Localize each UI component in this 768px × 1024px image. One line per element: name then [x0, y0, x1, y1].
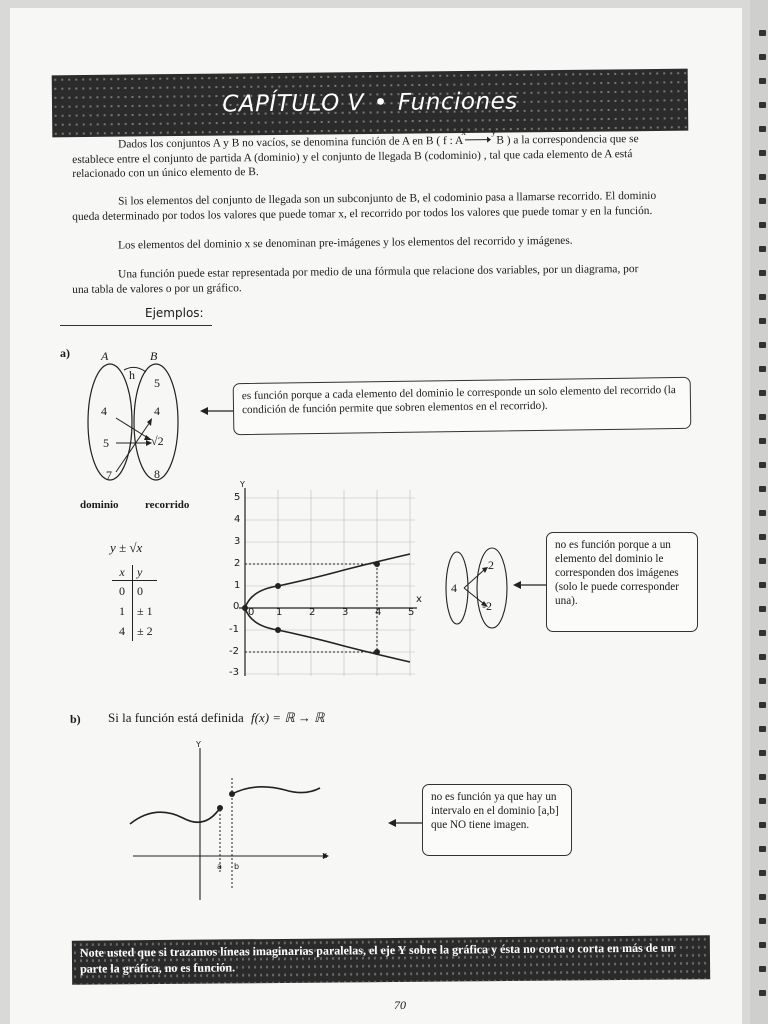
table-header-x: x [112, 565, 133, 580]
spiral-hole [759, 102, 766, 108]
explanation-box-a2: no es función porque a un elemento del dominio le corresponden dos imágenes (solo le puede corresponder una). [546, 532, 698, 632]
example-a-label: a) [60, 346, 70, 360]
table-row [112, 621, 157, 641]
spiral-hole [759, 870, 766, 876]
range-caption: recorrido [145, 499, 190, 511]
chapter-title: Funciones [397, 88, 518, 116]
spiral-hole [759, 150, 766, 156]
spiral-hole [759, 678, 766, 684]
values-table-header [112, 565, 157, 581]
small-diagram-top: 2 [488, 558, 494, 572]
spiral-hole [759, 894, 766, 900]
spiral-hole [759, 798, 766, 804]
table-cell: 1 [112, 601, 133, 621]
spiral-hole [759, 294, 766, 300]
intro-p1-start: Dados los conjuntos A y B no vacíos, se denomina función de A en B ( f : A [118, 134, 463, 151]
range-elem-4: 4 [154, 404, 160, 418]
spiral-hole [759, 246, 766, 252]
endpoint-b [229, 791, 235, 797]
spiral-hole [759, 990, 766, 996]
h-arc [124, 367, 146, 372]
table-cell: 4 [112, 621, 133, 641]
table-cell: ± 2 [137, 624, 153, 638]
function-h-label: h [129, 368, 135, 382]
spiral-hole [759, 54, 766, 60]
domain-elem-5: 5 [103, 436, 109, 450]
ejemplos-heading: Ejemplos: [145, 306, 204, 320]
spiral-hole [759, 342, 766, 348]
spiral-hole [759, 366, 766, 372]
spiral-hole [759, 174, 766, 180]
graph-y-label: Y [240, 480, 245, 489]
explanation-box-a: es función porque a cada elemento del dominio le corresponde un solo elemento del recorrido (la condición de función permite que sobren elementos en el recorrido). [233, 377, 692, 435]
spiral-hole [759, 510, 766, 516]
table-row [112, 581, 157, 601]
sqrt-graph [235, 480, 425, 680]
table-row [112, 601, 157, 621]
range-elem-8: 8 [154, 467, 160, 481]
x-tick: 5 [408, 607, 415, 618]
spiral-hole [759, 630, 766, 636]
example-b-text [108, 710, 324, 726]
note-banner: Note usted que si trazamos líneas imaginarias paralelas, el eje Y sobre la gráfica y ésta no corta o corta en más de un parte la gráfica, no es función. [72, 935, 710, 985]
graph-b-y-label: Y [196, 740, 201, 749]
spiral-hole [759, 606, 766, 612]
table-cell: ± 1 [137, 604, 153, 618]
left-curve [130, 808, 220, 824]
endpoint-a [217, 805, 223, 811]
y-tick: 0 [233, 601, 240, 612]
x-tick: 0 [248, 607, 255, 618]
y-tick: 5 [234, 492, 241, 503]
intro-paragraph-2: Si los elementos del conjunto de llegada son un subconjunto de B, el codominio pasa a llamarse recorrido. El dominio queda determinado por todos los valores que puede tomar x, el recorrido por todos los valores que puede tomar y en la función. [72, 189, 657, 223]
intro-paragraph-3: Los elementos del dominio x se denominan pre-imágenes y los elementos del recorrido y imágenes. [118, 234, 573, 252]
left-arrow-icon [388, 818, 422, 828]
table-header-y: y [137, 565, 143, 579]
intro-p1-end: B ) a la correspondencia que se establece entre el conjunto de partida A (dominio) y el conjunto de llegada B (codominio) , tal que cada elemento de A está relacionado con un único elemento de B. [72, 133, 639, 181]
graph-grid [245, 490, 415, 676]
spiral-hole [759, 726, 766, 732]
right-curve [232, 787, 320, 794]
spiral-hole [759, 702, 766, 708]
y-tick: 4 [234, 514, 241, 525]
y-tick: -3 [229, 667, 239, 678]
spiral-hole [759, 558, 766, 564]
spiral-hole [759, 942, 766, 948]
table-cell: 0 [112, 581, 133, 601]
banner-separator: • [373, 89, 389, 116]
spiral-hole [759, 966, 766, 972]
ejemplos-underline [60, 325, 212, 326]
spiral-hole [759, 318, 766, 324]
spiral-hole [759, 486, 766, 492]
spiral-hole [759, 462, 766, 468]
mapping-arrow [461, 126, 496, 149]
spiral-hole [759, 270, 766, 276]
discontinuous-graph [125, 738, 335, 898]
spiral-hole [759, 390, 766, 396]
spiral-hole [759, 126, 766, 132]
graph-b-x-label: x [322, 851, 328, 861]
y-tick: 2 [234, 558, 241, 569]
x-tick: 1 [276, 607, 283, 618]
spiral-hole [759, 438, 766, 444]
example-b-label: b) [70, 712, 81, 726]
spiral-hole [759, 582, 766, 588]
arrow-diagram [80, 350, 200, 490]
example-b-sentence: Si la función está definida [108, 710, 244, 725]
formula-y-pm-sqrt-x: y ± √x [110, 540, 143, 555]
small-diagram-bottom: -2 [482, 599, 492, 613]
left-arrow-icon [200, 406, 234, 416]
intro-paragraph-1 [72, 126, 657, 182]
spiral-hole [759, 822, 766, 828]
x-tick: 4 [375, 607, 382, 618]
chapter-banner [52, 69, 689, 138]
spiral-hole [759, 534, 766, 540]
point-4-2 [374, 561, 380, 567]
right-arrow-icon [465, 136, 491, 144]
set-a-label: A [101, 349, 109, 363]
spiral-hole [759, 414, 766, 420]
left-arrow-icon [513, 580, 547, 590]
spiral-hole [759, 654, 766, 660]
spiral-hole [759, 918, 766, 924]
small-diagram-left: 4 [451, 581, 457, 595]
spiral-hole [759, 30, 766, 36]
arrow-x-label: x [461, 126, 466, 137]
upper-branch [245, 554, 410, 608]
intro-paragraph-4: Una función puede estar representada por medio de una fórmula que relacione dos variables, por un diagrama, por una tabla de valores o por un gráfico. [72, 263, 639, 296]
spiral-binding [750, 0, 768, 1024]
domain-elem-4: 4 [101, 404, 107, 418]
spiral-hole [759, 846, 766, 852]
spiral-hole [759, 78, 766, 84]
range-elem-5: 5 [154, 376, 160, 390]
domain-elem-7: 7 [106, 468, 112, 482]
spiral-hole [759, 222, 766, 228]
interval-a-label: a [217, 862, 222, 871]
table-cell: 0 [137, 584, 143, 598]
interval-b-label: b [234, 862, 240, 871]
spiral-hole [759, 750, 766, 756]
domain-ellipse [88, 364, 132, 480]
y-tick: -2 [229, 646, 239, 657]
point-1-1 [275, 583, 281, 589]
example-b-formula: f(x) = ℝ → ℝ [251, 710, 325, 725]
point-1-neg1 [275, 627, 281, 633]
point-4-neg2 [374, 649, 380, 655]
spiral-hole [759, 774, 766, 780]
y-tick: 3 [234, 536, 241, 547]
set-b-label: B [150, 349, 158, 363]
page-number: 70 [394, 998, 406, 1012]
values-table [112, 565, 157, 641]
spiral-hole [759, 198, 766, 204]
x-tick: 3 [342, 607, 349, 618]
chapter-label: CAPÍTULO V [222, 90, 364, 118]
y-tick: -1 [229, 624, 239, 635]
map-7 [116, 422, 150, 472]
x-tick: 2 [309, 607, 316, 618]
y-tick: 1 [234, 580, 241, 591]
graph-x-label: x [416, 594, 422, 605]
domain-caption: dominio [80, 499, 119, 511]
arrow-y-label: y [491, 126, 496, 137]
range-elem-sqrt2: √2 [151, 434, 164, 448]
explanation-box-b: no es función ya que hay un intervalo en el dominio [a,b] que NO tiene imagen. [422, 784, 572, 856]
lower-branch [245, 608, 410, 662]
